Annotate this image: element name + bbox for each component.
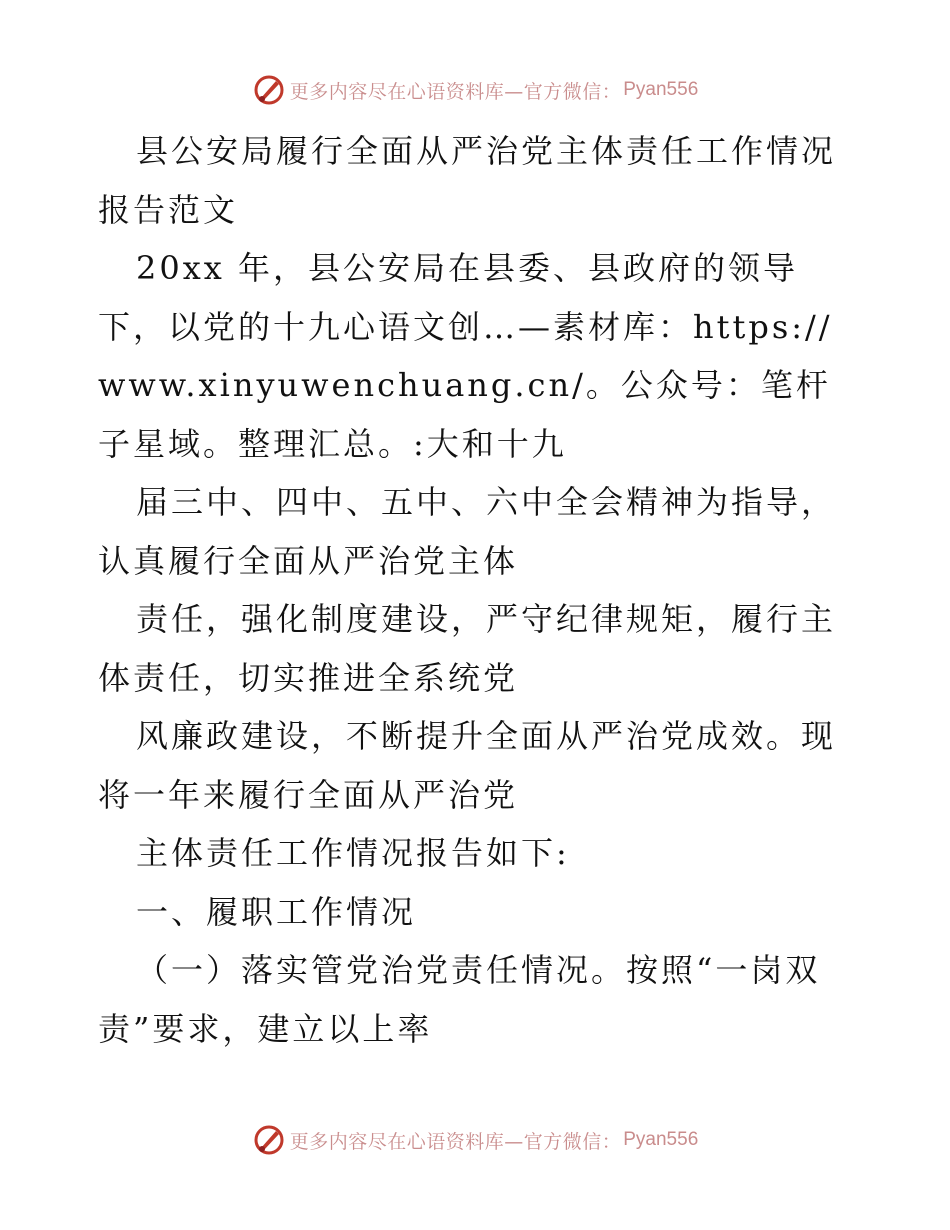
brush-logo-icon xyxy=(252,1123,286,1157)
watermark-wechat-id: Pyan556 xyxy=(623,79,699,100)
watermark-wechat-id: Pyan556 xyxy=(623,1129,699,1150)
watermark-text: 更多内容尽在心语资料库—官方微信： xyxy=(289,80,622,103)
paragraph-1: 20xx 年，县公安局在县委、县政府的领导下，以党的十九心语文创…—素材库：https://www.xinyuwenchuang.cn/。公众号：笔杆子星域。整理汇总。:大和十九 xyxy=(98,249,833,463)
paragraph-7: （一）落实管党治党责任情况。按照“一岗双责”要求，建立以上率 xyxy=(98,951,821,1048)
brush-logo-icon xyxy=(252,73,286,107)
paragraph-3: 责任，强化制度建设，严守纪律规矩，履行主体责任，切实推进全系统党 xyxy=(98,600,837,697)
paragraph-2: 届三中、四中、五中、六中全会精神为指导，认真履行全面从严治党主体 xyxy=(98,483,837,580)
document-title: 县公安局履行全面从严治党主体责任工作情况报告范文 xyxy=(98,132,837,229)
watermark-text: 更多内容尽在心语资料库—官方微信： xyxy=(289,1130,622,1153)
footer-watermark xyxy=(0,1122,950,1158)
document-body xyxy=(98,122,858,1058)
section-heading-1: 一、履职工作情况 xyxy=(136,892,417,931)
header-watermark xyxy=(0,72,950,108)
paragraph-5: 主体责任工作情况报告如下: xyxy=(136,834,570,872)
paragraph-4: 风廉政建设，不断提升全面从严治党成效。现将一年来履行全面从严治党 xyxy=(98,717,837,814)
